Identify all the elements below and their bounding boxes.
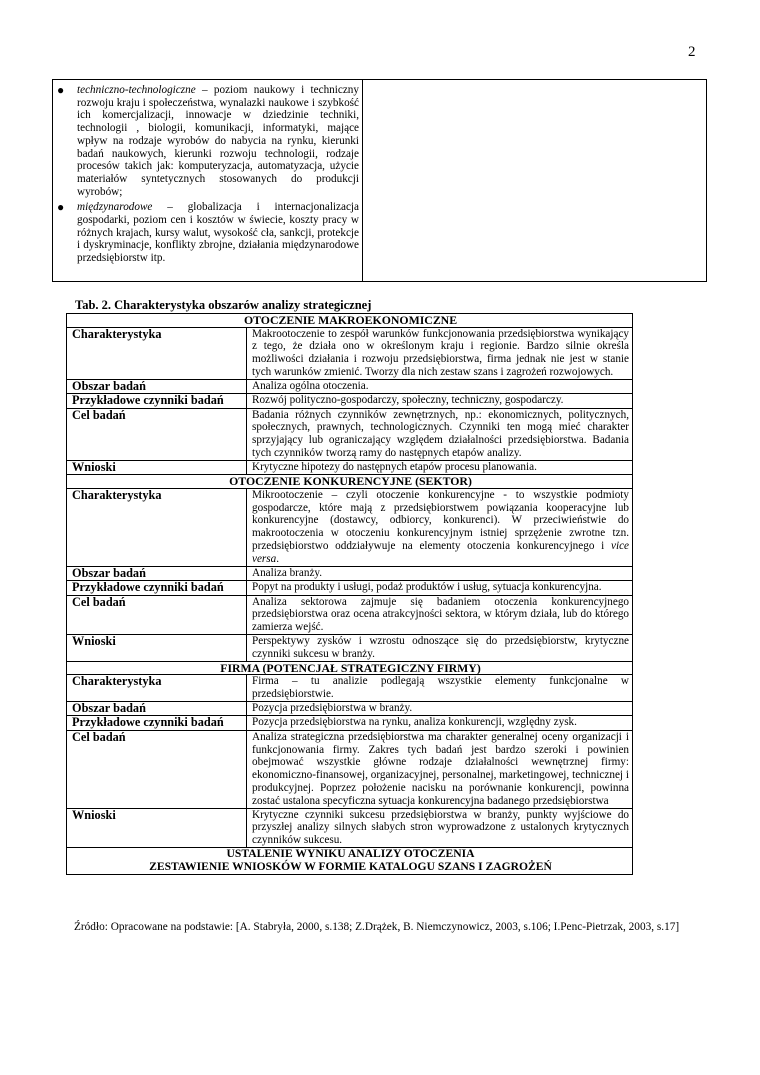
row-label: Wnioski xyxy=(67,460,247,475)
row-value-end: . xyxy=(276,552,280,565)
section-header: OTOCZENIE MAKROEKONOMICZNE xyxy=(67,314,633,328)
table-row xyxy=(67,394,633,409)
row-label: Wnioski xyxy=(67,808,247,847)
page-number: 2 xyxy=(688,44,696,60)
table-row xyxy=(67,635,633,662)
empty-cell xyxy=(363,80,706,281)
bullet-term: międzynarodowe xyxy=(77,201,153,214)
table-footer-row xyxy=(67,847,633,874)
bullet-icon: ● xyxy=(57,83,65,97)
source-note: Źródło: Opracowane na podstawie: [A. Stabryła, 2000, s.138; Z.Drążek, B. Niemczynowicz, 2003, s.106; I.Penc-Pietrzak, 2003, s.17] xyxy=(74,921,680,933)
bullet-term: techniczno-technologiczne xyxy=(77,84,196,96)
row-value: Perspektywy zysków i wzrostu odnoszące się do przedsiębiorstw, krytyczne czynniki sukcesu w branży. xyxy=(247,635,633,662)
bullet-icon: ● xyxy=(57,200,65,215)
row-label: Przykładowe czynniki badań xyxy=(67,394,247,409)
continuation-cell xyxy=(53,80,363,281)
table-row xyxy=(67,808,633,847)
row-value: Pozycja przedsiębiorstwa na rynku, analiza konkurencji, względny zysk. xyxy=(247,716,633,731)
table-row xyxy=(67,566,633,581)
row-label: Charakterystyka xyxy=(67,488,247,566)
table-row xyxy=(67,327,633,379)
row-label: Obszar badań xyxy=(67,379,247,394)
table-title: Tab. 2. Charakterystyka obszarów analizy strategicznej xyxy=(75,298,372,312)
table-row xyxy=(67,730,633,808)
section-header-row xyxy=(67,314,633,328)
row-value-emphasis: vice versa xyxy=(252,540,630,565)
footer-line-1: USTALENIE WYNIKU ANALIZY OTOCZENIA xyxy=(226,846,475,860)
row-label: Charakterystyka xyxy=(67,327,247,379)
row-label: Cel badań xyxy=(67,730,247,808)
table-row xyxy=(67,488,633,566)
row-value: Popyt na produkty i usługi, podaż produktów i usług, sytuacja konkurencyjna. xyxy=(247,581,633,596)
row-value xyxy=(247,488,633,566)
table-row xyxy=(67,701,633,716)
row-value: Analiza branży. xyxy=(247,566,633,581)
row-value: Badania różnych czynników zewnętrznych, np.: ekonomicznych, politycznych, społecznych, prawnych, technologicznych. Czynniki ten mogą mieć charakter sprzyjający lub ograniczający względem działalności przedsiębiorstwa. Badania tych czynników tworzą ramy do następnych etapów analizy. xyxy=(247,408,633,460)
table-row xyxy=(67,379,633,394)
bullet-description: – globalizacja i internacjonalizacja gospodarki, poziom cen i kosztów w świecie, koszty pracy w różnych krajach, kursy walut, wysokość cła, sankcji, protekcje i dyskryminacje, konflikty zbrojne, działania międzynarodowe przedsiębiorstw itp. xyxy=(77,201,359,265)
section-header: FIRMA (POTENCJAŁ STRATEGICZNY FIRMY) xyxy=(67,661,633,675)
section-header: OTOCZENIE KONKURENCYJNE (SEKTOR) xyxy=(67,475,633,489)
row-label: Przykładowe czynniki badań xyxy=(67,716,247,731)
strategic-analysis-table xyxy=(66,313,633,875)
row-label: Charakterystyka xyxy=(67,675,247,702)
row-value: Rozwój polityczno-gospodarczy, społeczny, techniczny, gospodarczy. xyxy=(247,394,633,409)
table-row xyxy=(67,581,633,596)
row-value: Analiza strategiczna przedsiębiorstwa ma charakter generalnej oceny organizacji i funkcjonowania firmy. Zakres tych badań jest bardzo szeroki i powinien obejmować wszystkie główne rodzaje działalności wewnętrznej firmy: ekonomiczno-finansowej, organizacyjnej, personalnej, marketingowej, technicznej i produkcyjnej. Poprzez położenie nacisku na porównanie konkurencji, powinna zostać ustalona specyficzna sytuacja konkurencyjna badanego przedsiębiorstwa xyxy=(247,730,633,808)
row-value: Firma – tu analizie podlegają wszystkie elementy funkcjonalne w przedsiębiorstwie. xyxy=(247,675,633,702)
continuation-table xyxy=(52,79,707,282)
section-header-row xyxy=(67,661,633,675)
row-label: Obszar badań xyxy=(67,701,247,716)
row-label: Cel badań xyxy=(67,595,247,634)
row-value: Krytyczne czynniki sukcesu przedsiębiorstwa w branży, punkty wyjściowe do przyszłej analizy silnych słabych stron wyprowadzone z ustalonych krytycznych czynników sukcesu. xyxy=(247,808,633,847)
row-label: Cel badań xyxy=(67,408,247,460)
row-value: Analiza sektorowa zajmuje się badaniem otoczenia konkurencyjnego przedsiębiorstwa oraz ocena atrakcyjności sektora, w którym działa, lub do którego zamierza wejść. xyxy=(247,595,633,634)
row-label: Obszar badań xyxy=(67,566,247,581)
table-row xyxy=(67,460,633,475)
row-value-text: Mikrootoczenie – czyli otoczenie konkurencyjne - to wszystkie podmioty gospodarcze, które mają z przedsiębiorstwem powiązania kooperacyjne lub konkurencyjne (dostawcy, odbiorcy, konkurenci). W przeciwieństwie do makrootoczenia w otoczeniu konkurencyjnym istniej sprzężenie zwrotne tzn. przedsiębiorstwo oddziaływuje na elementy otoczenia konkurencyjnego i xyxy=(252,488,630,553)
row-label: Wnioski xyxy=(67,635,247,662)
row-value: Krytyczne hipotezy do następnych etapów procesu planowania. xyxy=(247,460,633,475)
table-row xyxy=(67,408,633,460)
table-row xyxy=(67,716,633,731)
row-value: Pozycja przedsiębiorstwa w branży. xyxy=(247,701,633,716)
row-label: Przykładowe czynniki badań xyxy=(67,581,247,596)
bullet-description: – poziom naukowy i techniczny rozwoju kraju i społeczeństwa, wynalazki naukowe i szybkość ich komercjalizacji, innowacje w dziedzinie techniki, technologii , biologii, komunikacji, informatyki, mające wpływ na rodzaje wyrobów do nabycia na rynku, kierunki badań naukowych, kierunki rozwoju technologii, rodzaje procesów takich jak: komputeryzacja, automatyzacja, użycie materiałów syntetycznych stosowanych do produkcji wyrobów; xyxy=(77,84,359,198)
section-header-row xyxy=(67,475,633,489)
table-row xyxy=(67,675,633,702)
table-footer xyxy=(67,847,633,874)
footer-line-2: ZESTAWIENIE WNIOSKÓW W FORMIE KATALOGU SZANS I ZAGROŻEŃ xyxy=(149,859,552,873)
table-row xyxy=(67,595,633,634)
row-value: Analiza ogólna otoczenia. xyxy=(247,379,633,394)
list-item xyxy=(57,201,359,265)
list-item xyxy=(57,84,359,198)
row-value: Makrootoczenie to zespół warunków funkcjonowania przedsiębiorstwa wynikający z tego, że działa ono w określonym kraju i regionie. Bardzo silnie określa możliwości działania i rozwoju przedsiębiorstwa, firma jednak nie jest w stanie tych warunków zmienić. Tworzy dla nich zestaw szans i zagrożeń rozwojowych. xyxy=(247,327,633,379)
